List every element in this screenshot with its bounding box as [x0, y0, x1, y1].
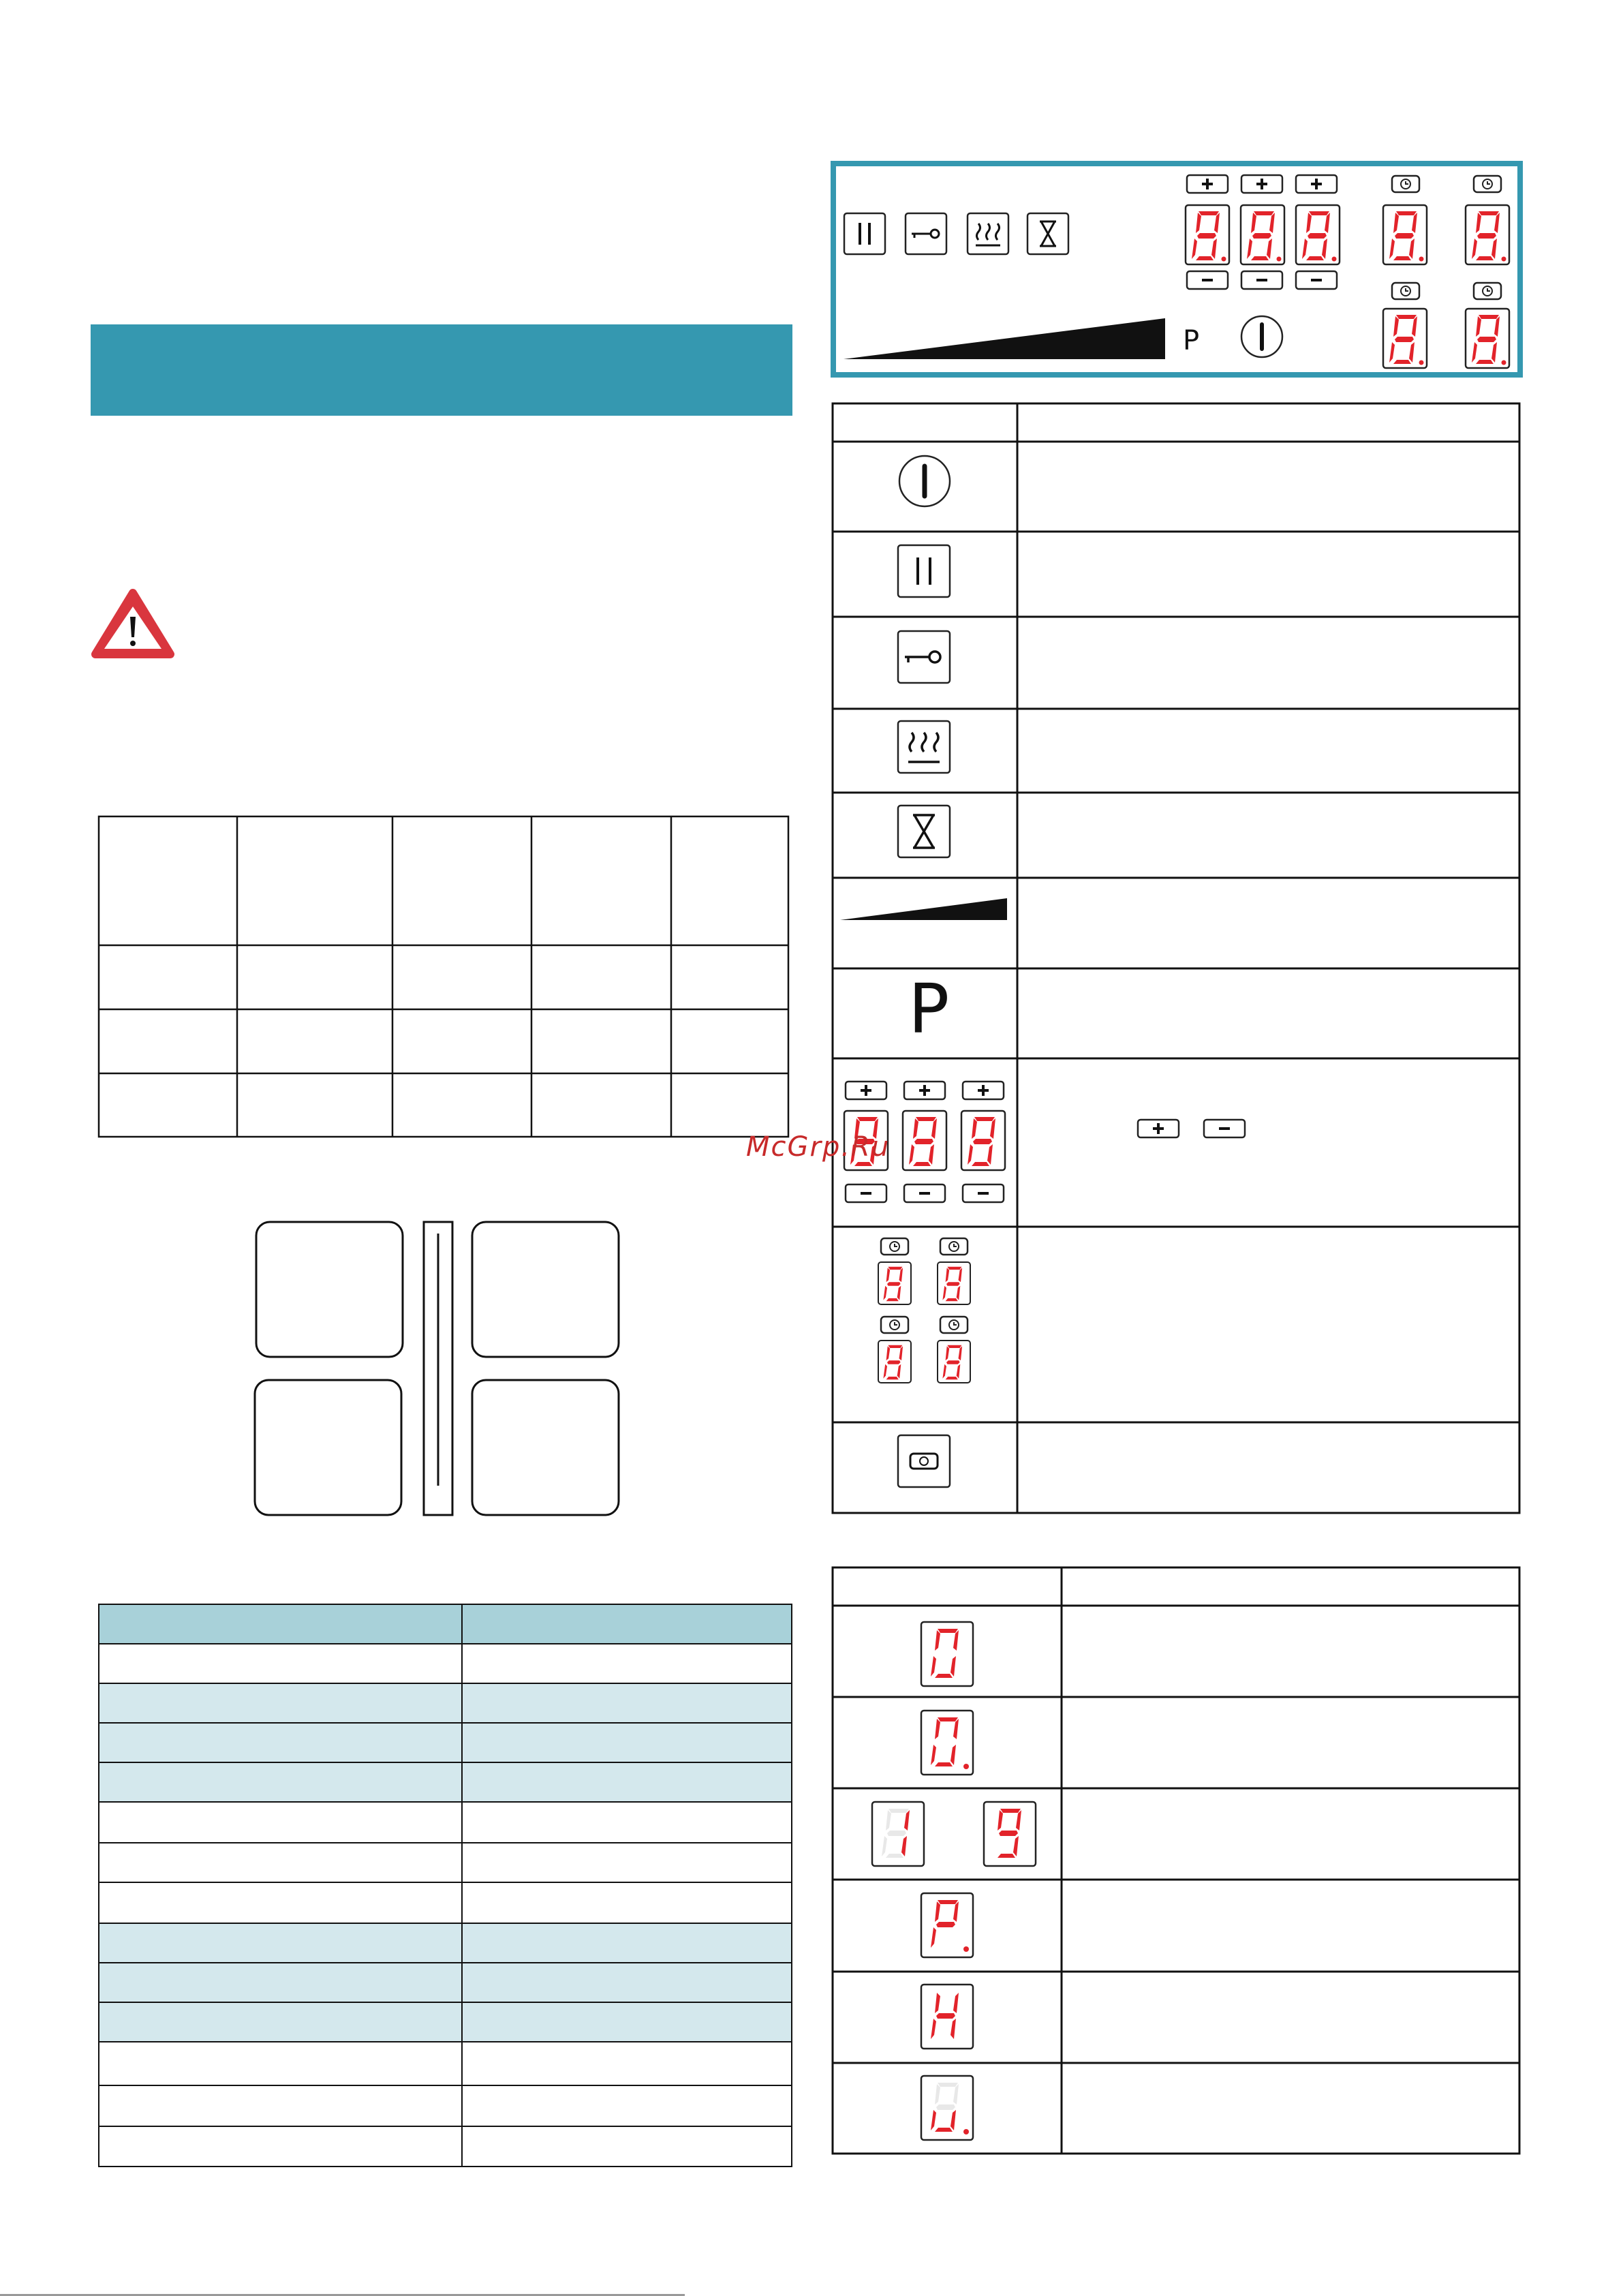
plus-button	[1241, 175, 1282, 193]
minus-button	[1241, 271, 1282, 289]
key-lock-icon	[906, 213, 946, 254]
power-label: P	[1183, 325, 1200, 356]
settings-table	[99, 1604, 792, 2167]
hob-zones-diagram	[255, 1222, 619, 1515]
minus-button	[1296, 271, 1337, 289]
display-h	[921, 1985, 973, 2049]
clock-button-icon	[1392, 176, 1419, 192]
display-code-table	[833, 1567, 1519, 2154]
pause-icon	[898, 545, 950, 597]
clock-button-icon	[1392, 283, 1419, 299]
watermark: McGrp.Ru	[746, 1131, 891, 1163]
keep-warm-icon	[968, 213, 1008, 254]
on-off-icon	[899, 456, 950, 506]
plus-button-inline	[1138, 1120, 1179, 1137]
on-off-icon	[1241, 316, 1282, 357]
minus-button	[1187, 271, 1228, 289]
slider-ramp-icon	[840, 898, 1007, 920]
display-1-to-9	[872, 1802, 1036, 1866]
display-0	[921, 1622, 973, 1686]
clock-button-icon	[1474, 176, 1501, 192]
display-0-dot	[921, 1711, 973, 1775]
plus-button	[1296, 175, 1337, 193]
timer-displays	[878, 1238, 970, 1383]
timer-hourglass-icon	[898, 806, 950, 857]
minus-button-inline	[1204, 1120, 1245, 1137]
level-display	[1186, 205, 1340, 264]
spec-table	[99, 816, 788, 1137]
clock-button-icon	[898, 1435, 950, 1487]
keep-warm-icon	[898, 721, 950, 773]
display-p-dot	[921, 1893, 973, 1957]
timer-hourglass-icon	[1027, 213, 1068, 254]
pause-icon	[844, 213, 885, 254]
plus-button	[1187, 175, 1228, 193]
icon-table	[833, 403, 1519, 1513]
p-letter: P	[908, 969, 950, 1049]
display-u-dot	[921, 2076, 973, 2140]
key-lock-icon	[898, 631, 950, 683]
warning-icon	[95, 593, 170, 654]
clock-button-icon	[1474, 283, 1501, 299]
control-panel	[833, 164, 1520, 375]
